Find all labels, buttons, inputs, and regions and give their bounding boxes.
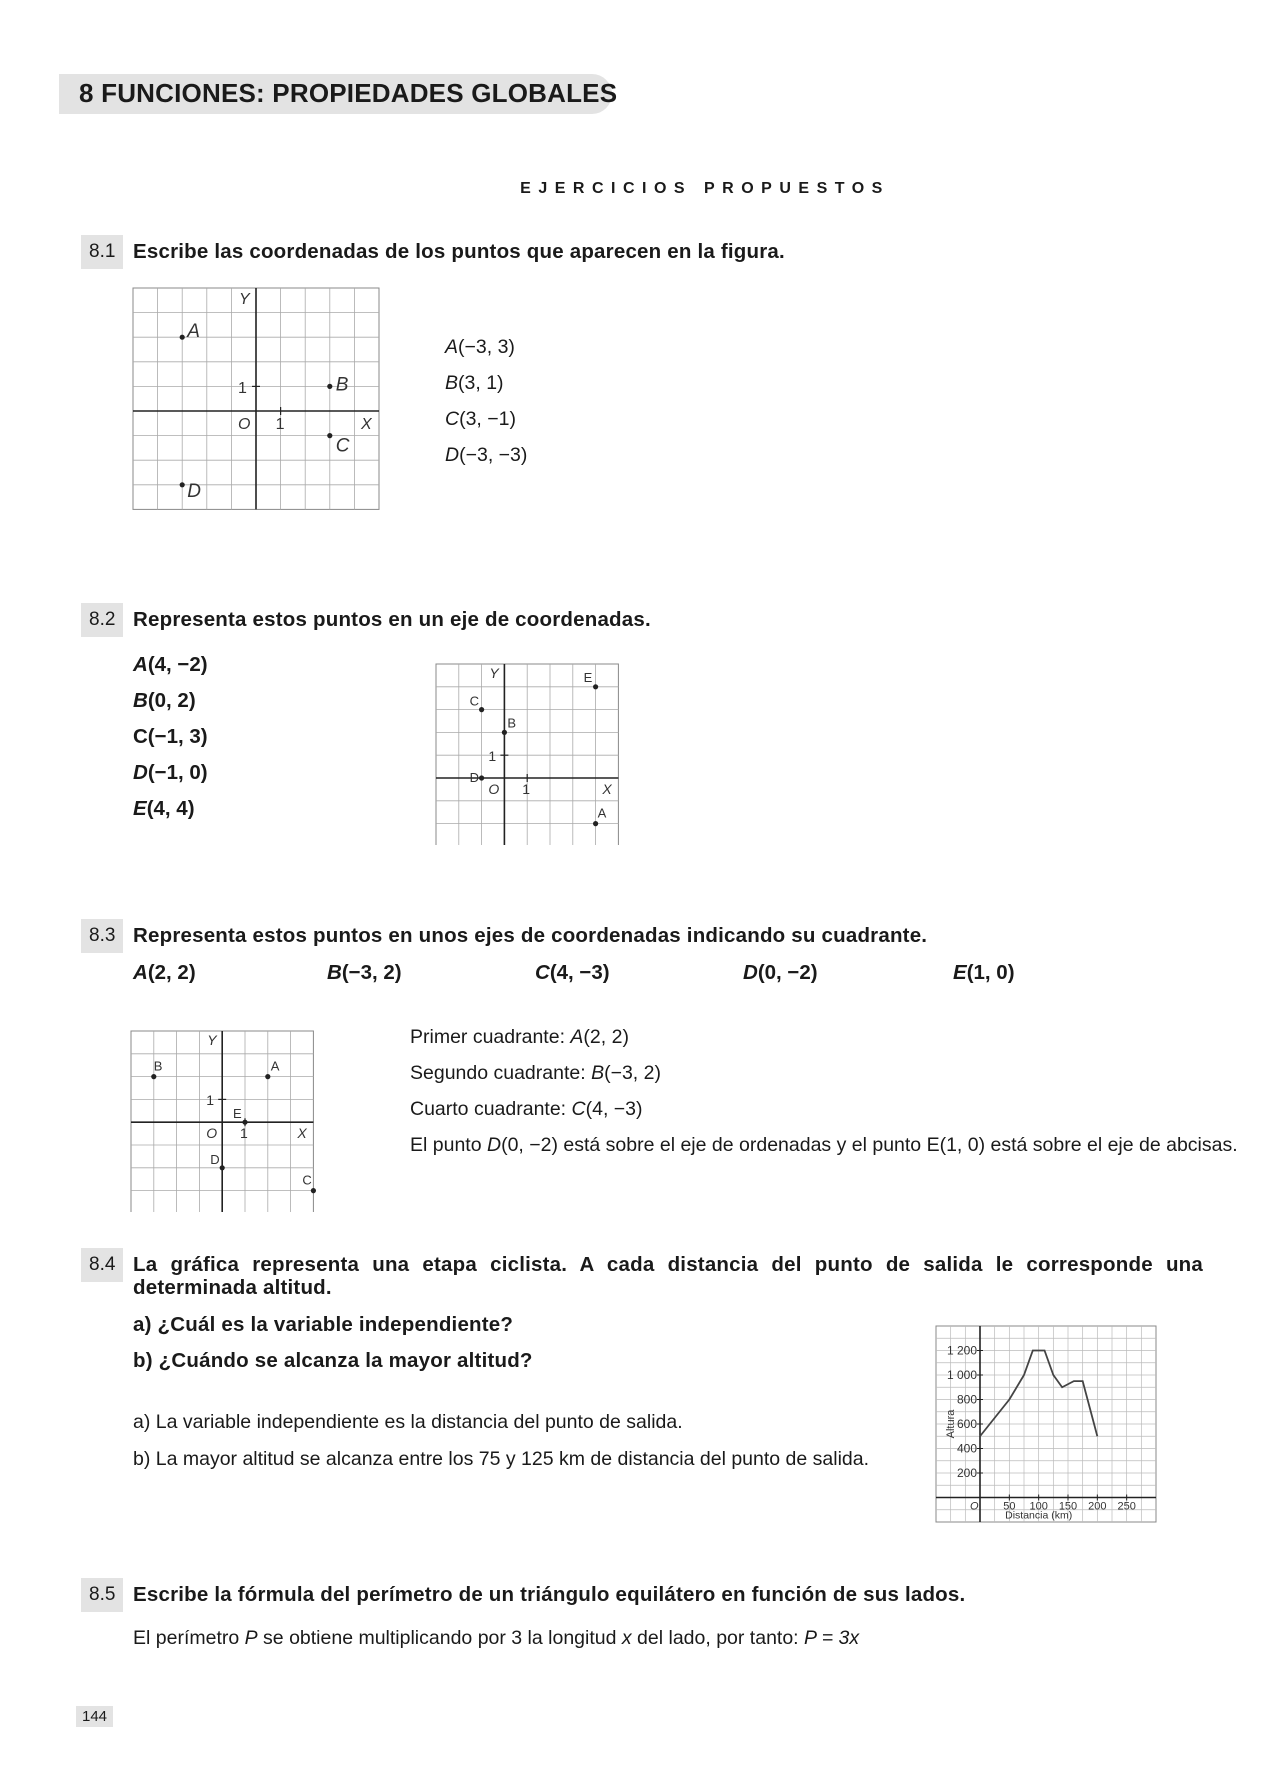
chart-x-tick-label: 50 bbox=[1003, 1500, 1016, 1513]
point-item: E(1, 0) bbox=[953, 961, 1015, 984]
answer-line: El punto D(0, −2) está sobre el eje de ordenadas y el punto E(1, 0) está sobre el eje de abcisas. bbox=[410, 1134, 1238, 1156]
subquestion-a: a) ¿Cuál es la variable independiente? bbox=[133, 1313, 514, 1336]
answer-point: C(3, −1) bbox=[445, 408, 516, 430]
chart-y-tick-label: 1 000 bbox=[946, 1368, 977, 1382]
answer-point: B(3, 1) bbox=[445, 372, 504, 394]
x-unit-label: 1 bbox=[240, 1125, 248, 1142]
exercise-question: Representa estos puntos en un eje de coordenadas. bbox=[133, 608, 651, 631]
point-A bbox=[265, 1074, 270, 1079]
point-D bbox=[479, 775, 484, 780]
exercise-question: Escribe las coordenadas de los puntos que aparecen en la figura. bbox=[133, 240, 785, 263]
answer-line: Segundo cuadrante: B(−3, 2) bbox=[410, 1062, 661, 1084]
exercise-question-cont: determinada altitud. bbox=[133, 1276, 332, 1299]
point-label-E: E bbox=[583, 669, 593, 685]
chart-x-tick-label: 250 bbox=[1117, 1500, 1136, 1513]
answer-list bbox=[410, 1025, 1238, 1169]
y-unit-label: 1 bbox=[206, 1092, 214, 1108]
answer-line: Primer cuadrante: A(2, 2) bbox=[410, 1026, 629, 1048]
y-unit-label: 1 bbox=[488, 747, 497, 764]
point-item: A(4, −2) bbox=[133, 653, 208, 676]
exercise-number: 8.5 bbox=[81, 1578, 123, 1612]
x-axis-label: X bbox=[602, 781, 612, 797]
chart-x-axis-label: Distancia (km) bbox=[1005, 1509, 1073, 1522]
point-label-B: B bbox=[153, 1058, 163, 1074]
chart-x-tick-label: 200 bbox=[1088, 1500, 1107, 1513]
x-axis-label: X bbox=[297, 1125, 307, 1142]
point-label-B: B bbox=[335, 374, 349, 396]
chart-y-axis-label: Altura bbox=[945, 1409, 957, 1439]
y-axis-label: Y bbox=[207, 1032, 217, 1048]
exercise-question: Representa estos puntos en unos ejes de coordenadas indicando su cuadrante. bbox=[133, 924, 928, 947]
page-number: 144 bbox=[76, 1706, 113, 1727]
point-A bbox=[180, 335, 185, 340]
answer-point: A(−3, 3) bbox=[445, 336, 515, 358]
answer-a: a) La variable independiente es la distancia del punto de salida. bbox=[133, 1411, 683, 1433]
exercise-number: 8.1 bbox=[81, 235, 123, 269]
altitude-chart bbox=[935, 1325, 1159, 1525]
point-C bbox=[311, 1188, 316, 1193]
point-item: C(−1, 3) bbox=[133, 725, 208, 748]
y-axis-label: Y bbox=[239, 291, 250, 308]
subquestion-b: b) ¿Cuándo se alcanza la mayor altitud? bbox=[133, 1349, 533, 1372]
exercise-question: Escribe la fórmula del perímetro de un triángulo equilátero en función de sus lados. bbox=[133, 1583, 966, 1606]
chart-origin-label: O bbox=[970, 1500, 979, 1513]
point-label-D: D bbox=[469, 770, 479, 785]
origin-label: O bbox=[238, 416, 251, 433]
point-D bbox=[180, 482, 185, 487]
point-C bbox=[479, 707, 484, 712]
x-axis-label: X bbox=[361, 416, 372, 433]
point-item: D(0, −2) bbox=[743, 961, 818, 984]
point-label-D: D bbox=[210, 1151, 220, 1167]
point-label-C: C bbox=[335, 435, 350, 457]
answer-b: b) La mayor altitud se alcanza entre los 75 y 125 km de distancia del punto de salida. bbox=[133, 1448, 870, 1470]
point-label-A: A bbox=[597, 805, 607, 821]
exercise-number: 8.4 bbox=[81, 1248, 123, 1282]
point-B bbox=[327, 384, 332, 389]
point-item: A(2, 2) bbox=[133, 961, 196, 984]
point-A bbox=[593, 821, 598, 826]
x-unit-label: 1 bbox=[522, 781, 530, 797]
chart-y-tick-label: 800 bbox=[956, 1392, 977, 1407]
points-row bbox=[133, 961, 1093, 989]
answer-point: D(−3, −3) bbox=[445, 444, 528, 466]
point-item: E(4, 4) bbox=[133, 797, 195, 820]
chart-y-tick-label: 400 bbox=[956, 1441, 977, 1456]
point-B bbox=[151, 1074, 156, 1079]
chart-x-tick-label: 150 bbox=[1058, 1500, 1078, 1513]
answer-list bbox=[445, 335, 527, 479]
section-title: EJERCICIOS PROPUESTOS bbox=[520, 180, 890, 197]
point-D bbox=[220, 1165, 225, 1170]
chapter-title: 8 FUNCIONES: PROPIEDADES GLOBALES bbox=[79, 78, 618, 108]
exercise-number: 8.2 bbox=[81, 603, 123, 637]
point-B bbox=[502, 730, 507, 735]
point-label-E: E bbox=[233, 1106, 242, 1122]
chart-y-tick-label: 200 bbox=[956, 1466, 977, 1480]
x-unit-label: 1 bbox=[275, 416, 285, 433]
chart-x-tick-label: 100 bbox=[1029, 1500, 1048, 1513]
point-label-C: C bbox=[302, 1172, 312, 1188]
point-item: B(−3, 2) bbox=[327, 961, 402, 984]
point-label-A: A bbox=[270, 1058, 280, 1074]
answer-formula: El perímetro P se obtiene multiplicando por 3 la longitud x del lado, por tanto: P = 3x bbox=[133, 1627, 860, 1649]
point-E bbox=[242, 1120, 247, 1125]
point-label-D: D bbox=[187, 480, 201, 502]
coordinate-grid-8-2 bbox=[435, 663, 621, 845]
point-item: B(0, 2) bbox=[133, 689, 196, 712]
y-unit-label: 1 bbox=[238, 379, 247, 397]
y-axis-label: Y bbox=[489, 665, 499, 681]
point-item: C(4, −3) bbox=[535, 961, 610, 984]
point-label-A: A bbox=[187, 321, 200, 343]
chart-y-tick-label: 600 bbox=[956, 1417, 977, 1431]
origin-label: O bbox=[206, 1125, 218, 1142]
point-label-C: C bbox=[469, 693, 479, 709]
point-C bbox=[327, 433, 332, 438]
exercise-number: 8.3 bbox=[81, 919, 123, 953]
coordinate-grid-8-1 bbox=[132, 287, 380, 511]
point-label-B: B bbox=[507, 715, 517, 731]
exercise-question: La gráfica representa una etapa ciclista. A cada distancia del punto de salida le corresponde una bbox=[133, 1253, 1203, 1276]
points-list bbox=[133, 653, 208, 833]
origin-label: O bbox=[488, 781, 500, 797]
answer-line: Cuarto cuadrante: C(4, −3) bbox=[410, 1098, 643, 1120]
coordinate-grid-8-3 bbox=[130, 1030, 316, 1212]
chart-y-tick-label: 1 200 bbox=[946, 1343, 977, 1358]
point-E bbox=[593, 684, 598, 689]
point-item: D(−1, 0) bbox=[133, 761, 208, 784]
